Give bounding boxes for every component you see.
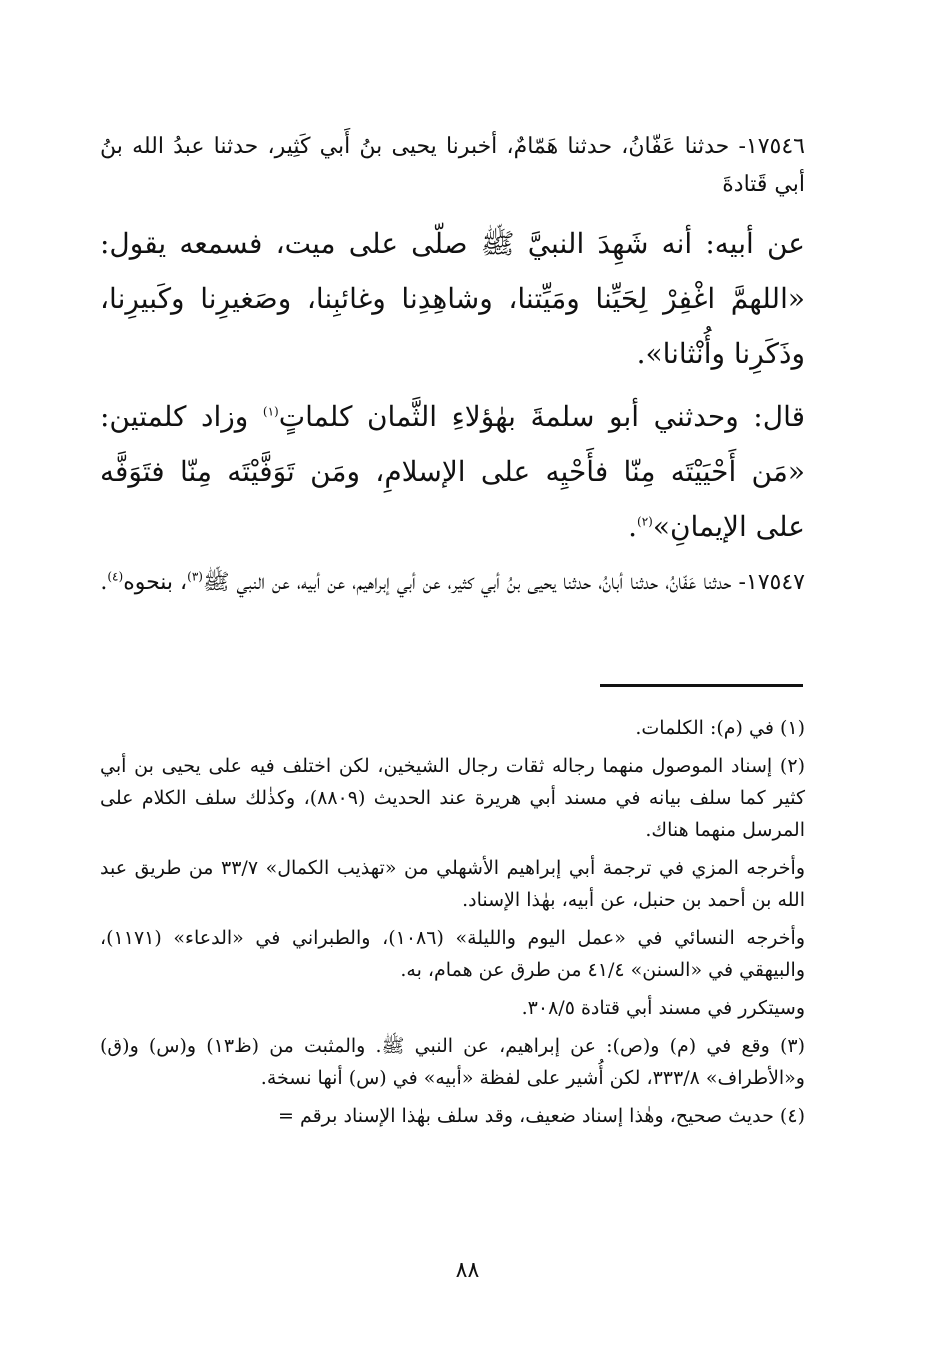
footnote-separator: [600, 684, 803, 687]
footnote-2: (٢) إسناد الموصول منهما رجاله ثقات رجال الشيخين، لكن اختلف فيه على يحيى بن أبي كثير كما سلف بيانه في مسند أبي هريرة عند الحديث (٨٨٠٩)، وكذٰلك سلف الكلام على المرسل منهما هناك.: [100, 755, 806, 841]
hadith-17546-isnad: ١٧٥٤٦- حدثنا عَفّانُ، حدثنا هَمّامٌ، أخبرنا يحيى بنُ أَبي كَثِير، حدثنا عبدُ الله بنُ أبي قَتادةَ: [100, 134, 805, 197]
hadith-17547: [100, 564, 805, 602]
main-text: [100, 128, 805, 614]
hadith-17546-matn-2: [100, 389, 805, 554]
matn-2-pre: قال: وحدثني أبو سلمةَ بهٰؤلاءِ الثَّمان كلماتٍ: [278, 400, 805, 433]
footnote-ref-2: (٢): [637, 514, 653, 529]
footnote-2-paragraph-2: وأخرجه المزي في ترجمة أبي إبراهيم الأشهلي من «تهذيب الكمال» ٣٣/٧ من طريق عبد الله بن أحمد بن حنبل، عن أبيه، بهٰذا الإسناد.: [100, 857, 805, 911]
footnote-4: (٤) حديث صحيح، وهٰذا إسناد ضعيف، وقد سلف بهٰذا الإسناد برقم =: [278, 1105, 805, 1127]
footnote-ref-4: (٤): [107, 569, 124, 584]
hadith-17547-pre: ١٧٥٤٧- حدثنا عَفّانُ، حدثنا أبانُ، حدثنا يحيى بنُ أبي كثير، عن أبي إبراهيم، عن أبيه، عن النبي ﷺ: [202, 570, 805, 595]
footnote-ref-3: (٣): [187, 569, 203, 584]
hadith-17546-matn-1: عن أبيه: أنه شَهِدَ النبيَّ ﷺ صلّى على ميت، فسمعه يقول: «اللهمَّ اغْفِرْ لِحَيِّنا ومَيِّتنا، وشاهِدِنا وغائبِنا، وصَغيرِنا وكَبيرِنا، وذَكَرِنا وأُنْثانا».: [100, 227, 805, 370]
matn-2-post: وزاد كلمتين: «مَن أَحْيَيْتَه مِنّا فأَحْيِه على الإسلامِ، ومَن تَوَفَّيْتَه مِنّا فتَوَفَّه على الإيمانِ»: [100, 400, 805, 543]
footnote-1: (١) في (م): الكلمات.: [635, 717, 805, 739]
matn-2-end: .: [628, 510, 637, 543]
page-number: ٨٨: [455, 1258, 480, 1283]
footnote-3: (٣) وقع في (م) و(ص): عن إبراهيم، عن النبي ﷺ. والمثبت من (ظ١٣) و(س) و(ق) و«الأطراف» ٣٣٣/٨، لكن أُشير على لفظة «أبيه» في (س) أنها نسخة.: [100, 1035, 805, 1089]
hadith-17547-end: .: [100, 570, 108, 595]
footnote-2-paragraph-3: وأخرجه النسائي في «عمل اليوم والليلة» (١٠٨٦)، والطبراني في «الدعاء» (١١٧١)، والبيهقي في «السنن» ٤١/٤ من طرق عن همام، به.: [100, 927, 805, 981]
hadith-17547-mid: ، بنحوه: [123, 570, 188, 595]
footnote-2-paragraph-4: وسيتكرر في مسند أبي قتادة ٣٠٨/٥.: [521, 997, 805, 1019]
footnote-ref-1: (١): [262, 404, 279, 419]
footnotes: [100, 712, 805, 1138]
